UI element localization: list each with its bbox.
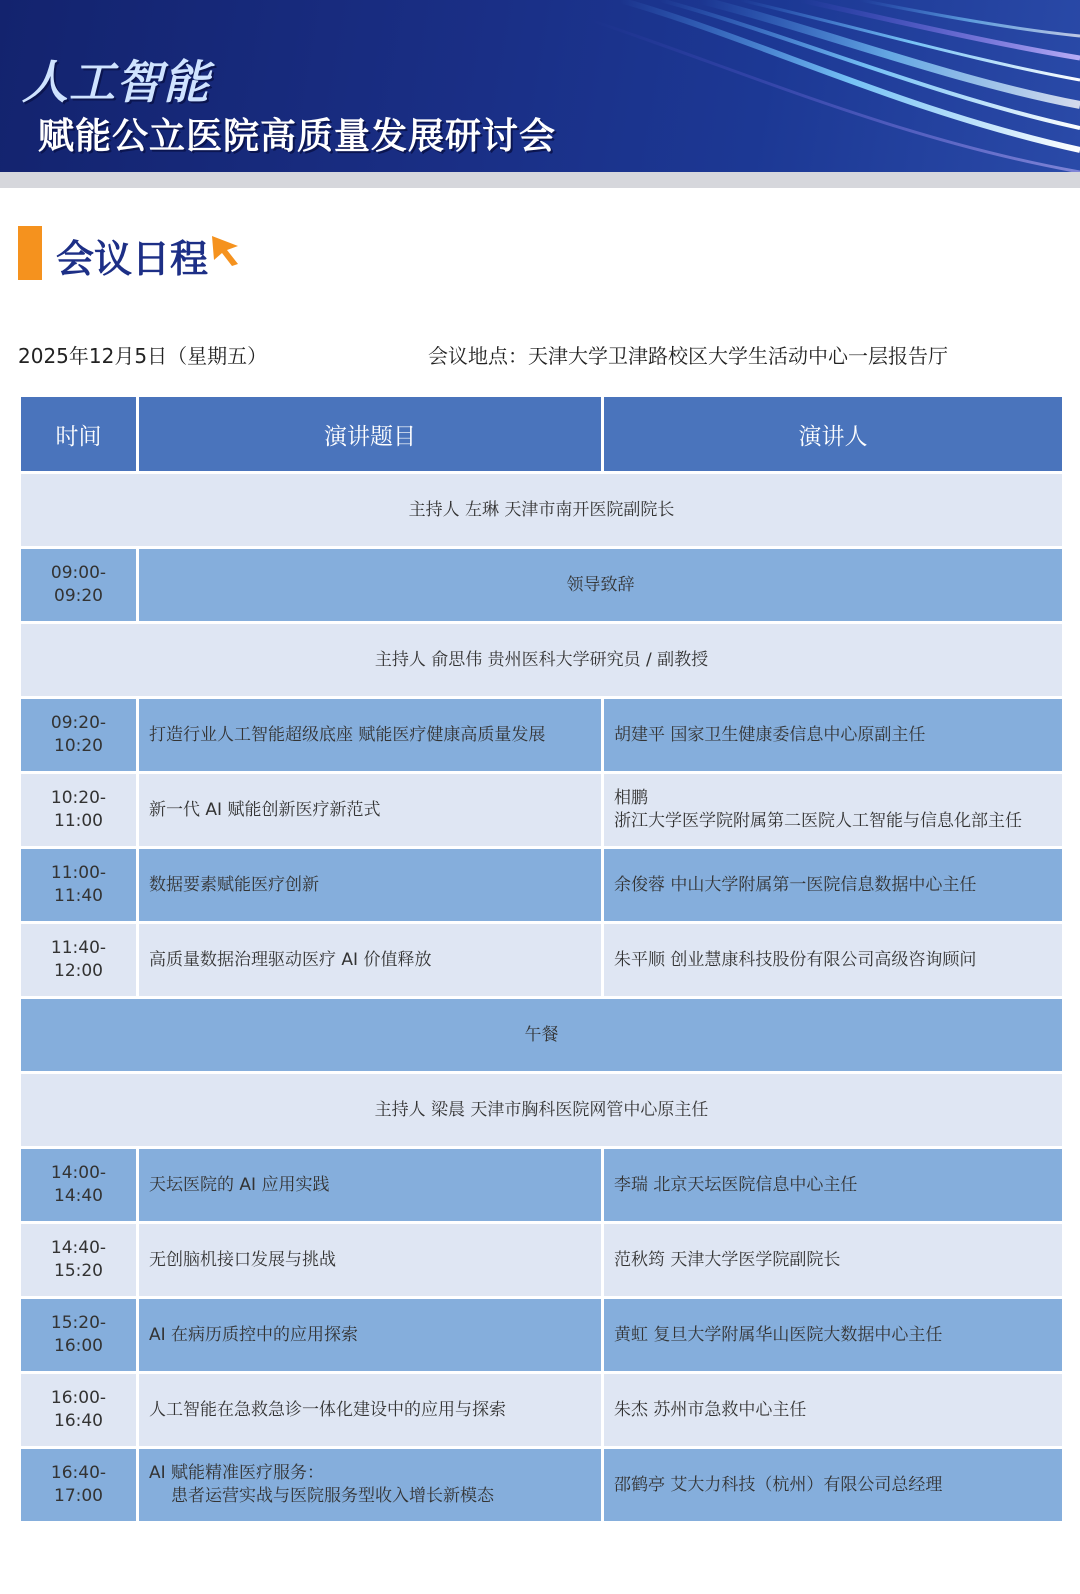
speaker-cell: 邵鹤亭 艾大力科技（杭州）有限公司总经理	[603, 1448, 1064, 1523]
meeting-date: 2025年12月5日（星期五）	[18, 344, 268, 368]
table-row	[20, 548, 1064, 623]
table-row	[20, 1448, 1064, 1523]
section-accent-bar	[18, 226, 42, 280]
speaker-cell: 黄虹 复旦大学附属华山医院大数据中心主任	[603, 1298, 1064, 1373]
time-cell: 10:20-11:00	[20, 773, 138, 848]
topic-cell: 人工智能在急救急诊一体化建设中的应用与探索	[138, 1373, 603, 1448]
table-row	[20, 1148, 1064, 1223]
table-row	[20, 623, 1064, 698]
banner-title-line1: 人工智能	[22, 55, 210, 109]
speaker-cell	[603, 773, 1064, 848]
speaker-cell: 胡建平 国家卫生健康委信息中心原副主任	[603, 698, 1064, 773]
topic-cell: 新一代 AI 赋能创新医疗新范式	[138, 773, 603, 848]
table-row	[20, 698, 1064, 773]
time-cell: 15:20-16:00	[20, 1298, 138, 1373]
session-cell: 领导致辞	[138, 548, 1064, 623]
header-time: 时间	[20, 396, 138, 473]
host-cell: 主持人 俞思伟 贵州医科大学研究员 / 副教授	[20, 623, 1064, 698]
header-banner	[0, 0, 1080, 172]
speaker-title: 浙江大学医学院附属第二医院人工智能与信息化部主任	[614, 811, 1022, 831]
table-row	[20, 848, 1064, 923]
speaker-cell: 范秋筠 天津大学医学院副院长	[603, 1223, 1064, 1298]
section-title: 会议日程	[56, 237, 209, 281]
header-speaker: 演讲人	[603, 396, 1064, 473]
speaker-name: 相鹏	[614, 788, 648, 808]
cursor-arrow-icon	[210, 234, 242, 268]
table-row	[20, 923, 1064, 998]
table-row	[20, 998, 1064, 1073]
time-cell: 11:00-11:40	[20, 848, 138, 923]
time-cell: 16:00-16:40	[20, 1373, 138, 1448]
table-row	[20, 773, 1064, 848]
speaker-cell: 李瑞 北京天坛医院信息中心主任	[603, 1148, 1064, 1223]
time-cell: 14:00-14:40	[20, 1148, 138, 1223]
speaker-cell: 朱平顺 创业慧康科技股份有限公司高级咨询顾问	[603, 923, 1064, 998]
topic-cell	[138, 1448, 603, 1523]
topic-cell: 无创脑机接口发展与挑战	[138, 1223, 603, 1298]
header-topic: 演讲题目	[138, 396, 603, 473]
host-cell: 主持人 梁晨 天津市胸科医院网管中心原主任	[20, 1073, 1064, 1148]
topic-cell: 高质量数据治理驱动医疗 AI 价值释放	[138, 923, 603, 998]
topic-line1: AI 赋能精准医疗服务：	[149, 1463, 325, 1483]
table-row	[20, 1073, 1064, 1148]
topic-line2: 患者运营实战与医院服务型收入增长新模态	[171, 1486, 494, 1506]
time-cell: 09:20-10:20	[20, 698, 138, 773]
topic-cell: 天坛医院的 AI 应用实践	[138, 1148, 603, 1223]
time-cell: 14:40-15:20	[20, 1223, 138, 1298]
time-cell: 09:00-09:20	[20, 548, 138, 623]
topic-cell: 数据要素赋能医疗创新	[138, 848, 603, 923]
banner-divider	[0, 172, 1080, 188]
table-row	[20, 473, 1064, 548]
speaker-cell: 余俊蓉 中山大学附属第一医院信息数据中心主任	[603, 848, 1064, 923]
time-cell: 11:40-12:00	[20, 923, 138, 998]
speaker-cell: 朱杰 苏州市急救中心主任	[603, 1373, 1064, 1448]
host-cell: 主持人 左琳 天津市南开医院副院长	[20, 473, 1064, 548]
schedule-table	[18, 394, 1065, 1524]
meeting-venue: 会议地点：天津大学卫津路校区大学生活动中心一层报告厅	[428, 344, 948, 368]
lunch-cell: 午餐	[20, 998, 1064, 1073]
table-row	[20, 1223, 1064, 1298]
topic-cell: AI 在病历质控中的应用探索	[138, 1298, 603, 1373]
table-header-row	[20, 396, 1064, 473]
table-row	[20, 1298, 1064, 1373]
table-row	[20, 1373, 1064, 1448]
banner-title-line2: 赋能公立医院高质量发展研讨会	[38, 116, 557, 157]
topic-cell: 打造行业人工智能超级底座 赋能医疗健康高质量发展	[138, 698, 603, 773]
time-cell: 16:40-17:00	[20, 1448, 138, 1523]
